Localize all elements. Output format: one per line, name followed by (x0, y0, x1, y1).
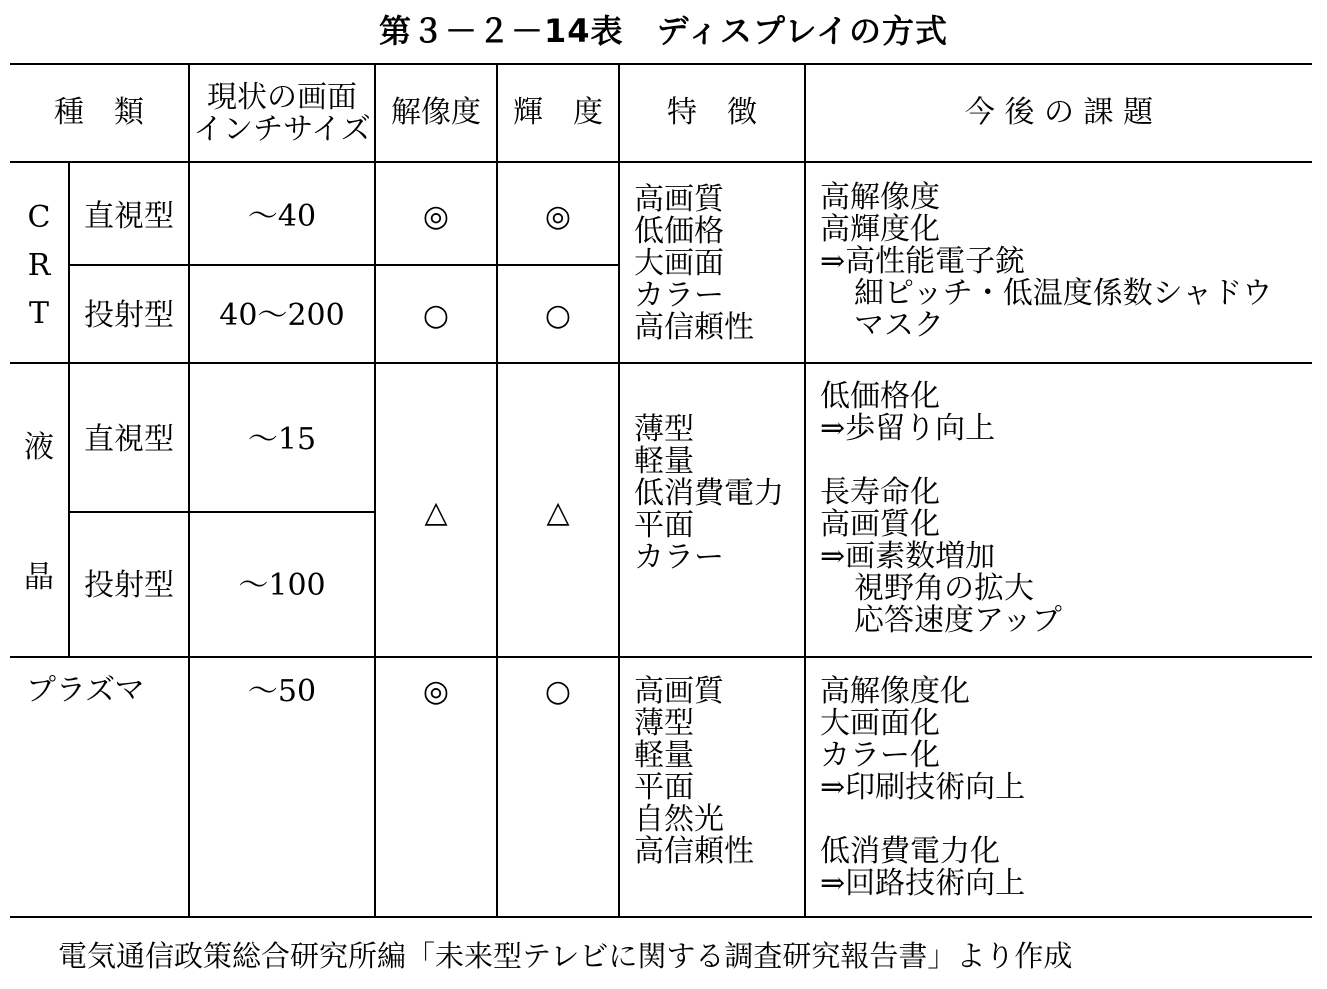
rule-col-features (618, 64, 620, 917)
brightness-crt-direct: ◎ (544, 199, 572, 234)
header-size-line1: 現状の画面 (207, 80, 357, 115)
issues-lcd-item: 長寿命化 (820, 475, 940, 510)
issues-lcd (820, 381, 1062, 637)
issues-crt-item: 高輝度化 (820, 212, 940, 247)
features-crt-item: 高信頼性 (634, 310, 754, 345)
header-resolution: 解像度 (391, 95, 481, 130)
features-plasma (634, 676, 754, 868)
header-issues: 今 後 の 課 題 (964, 95, 1154, 130)
issues-plasma-item (820, 804, 1025, 836)
rule-lcd-bottom (10, 656, 1312, 658)
size-lcd-direct: ～15 (247, 422, 317, 457)
features-lcd (634, 414, 784, 574)
issues-crt-item: ⇒高性能電子銃 (820, 244, 1026, 279)
rule-col-size (188, 64, 190, 917)
issues-lcd-item (820, 445, 1062, 477)
brightness-lcd: △ (546, 495, 570, 530)
subtype-crt-projection: 投射型 (84, 298, 174, 333)
size-plasma: ～50 (247, 674, 317, 709)
subtype-crt-direct: 直視型 (84, 199, 174, 234)
rule-top (10, 63, 1312, 65)
features-crt-item: 低価格 (634, 214, 724, 249)
header-type: 種 類 (54, 95, 144, 130)
rule-lcd-mid (68, 511, 374, 513)
group-label-crt-t: T (28, 296, 49, 331)
rule-col-issues (804, 64, 806, 917)
header-size-line2: インチサイズ (193, 112, 371, 147)
issues-lcd-item: 高画質化 (820, 507, 940, 542)
issues-plasma-item: ⇒回路技術向上 (820, 866, 1026, 901)
brightness-crt-projection: ○ (544, 298, 572, 333)
issues-lcd-item: 視野角の拡大 (854, 571, 1034, 606)
rule-bottom (10, 916, 1312, 918)
source-note: 電気通信政策総合研究所編「未来型テレビに関する調査研究報告書」より作成 (58, 939, 1073, 973)
subtype-lcd-direct: 直視型 (84, 422, 174, 457)
features-lcd-item: 低消費電力 (634, 476, 784, 511)
issues-plasma-item: 高解像度化 (820, 674, 970, 709)
features-plasma-item: 高信頼性 (634, 834, 754, 869)
issues-plasma-item: 低消費電力化 (820, 834, 1000, 869)
table-title: 第３－２－14表 ディスプレイの方式 (378, 12, 949, 50)
header-brightness: 輝 度 (513, 95, 603, 130)
issues-lcd-item: ⇒画素数増加 (820, 539, 996, 574)
rule-header-bottom (10, 161, 1312, 163)
features-crt-item: 大画面 (634, 246, 724, 281)
resolution-plasma: ◎ (422, 674, 450, 709)
features-crt-item: カラー (634, 278, 724, 313)
features-plasma-item: 軽量 (634, 738, 694, 773)
group-label-crt-c: C (27, 200, 51, 235)
rule-group-divider-lcd (68, 363, 70, 657)
features-plasma-item: 平面 (634, 770, 694, 805)
issues-plasma-item: ⇒印刷技術向上 (820, 770, 1026, 805)
features-lcd-item: カラー (634, 540, 724, 575)
features-plasma-item: 自然光 (634, 802, 724, 837)
rule-col-brightness (496, 64, 498, 917)
issues-lcd-item: ⇒歩留り向上 (820, 411, 996, 446)
resolution-crt-direct: ◎ (422, 199, 450, 234)
resolution-lcd: △ (424, 495, 448, 530)
issues-plasma-item: カラー化 (820, 738, 940, 773)
subtype-lcd-projection: 投射型 (84, 568, 174, 603)
brightness-plasma: ○ (544, 674, 572, 709)
header-features: 特 徴 (667, 95, 757, 130)
issues-crt (820, 182, 1272, 342)
rule-group-divider-crt (68, 162, 70, 363)
size-crt-projection: 40～200 (219, 298, 345, 333)
features-lcd-item: 軽量 (634, 444, 694, 479)
issues-plasma-item: 大画面化 (820, 706, 940, 741)
features-crt (634, 184, 754, 344)
header-size (190, 82, 374, 146)
rule-crt-bottom (10, 362, 1312, 364)
group-label-plasma: プラズマ (26, 673, 145, 708)
issues-crt-item: 高解像度 (820, 180, 940, 215)
issues-lcd-item: 応答速度アップ (854, 603, 1062, 638)
size-crt-direct: ～40 (247, 199, 317, 234)
features-lcd-item: 薄型 (634, 412, 694, 447)
rule-crt-mid (68, 264, 618, 266)
features-plasma-item: 高画質 (634, 674, 724, 709)
group-label-lcd-2: 晶 (24, 560, 54, 595)
issues-plasma (820, 676, 1025, 900)
issues-crt-item: マスク (854, 308, 944, 343)
features-crt-item: 高画質 (634, 182, 724, 217)
features-lcd-item: 平面 (634, 508, 694, 543)
rule-col-resolution (374, 64, 376, 917)
group-label-crt-r: R (27, 248, 51, 283)
group-label-lcd-1: 液 (24, 430, 54, 465)
size-lcd-projection: ～100 (238, 568, 326, 603)
features-plasma-item: 薄型 (634, 706, 694, 741)
resolution-crt-projection: ○ (422, 298, 450, 333)
issues-crt-item: 細ピッチ・低温度係数シャドウ (854, 276, 1273, 311)
issues-lcd-item: 低価格化 (820, 379, 940, 414)
